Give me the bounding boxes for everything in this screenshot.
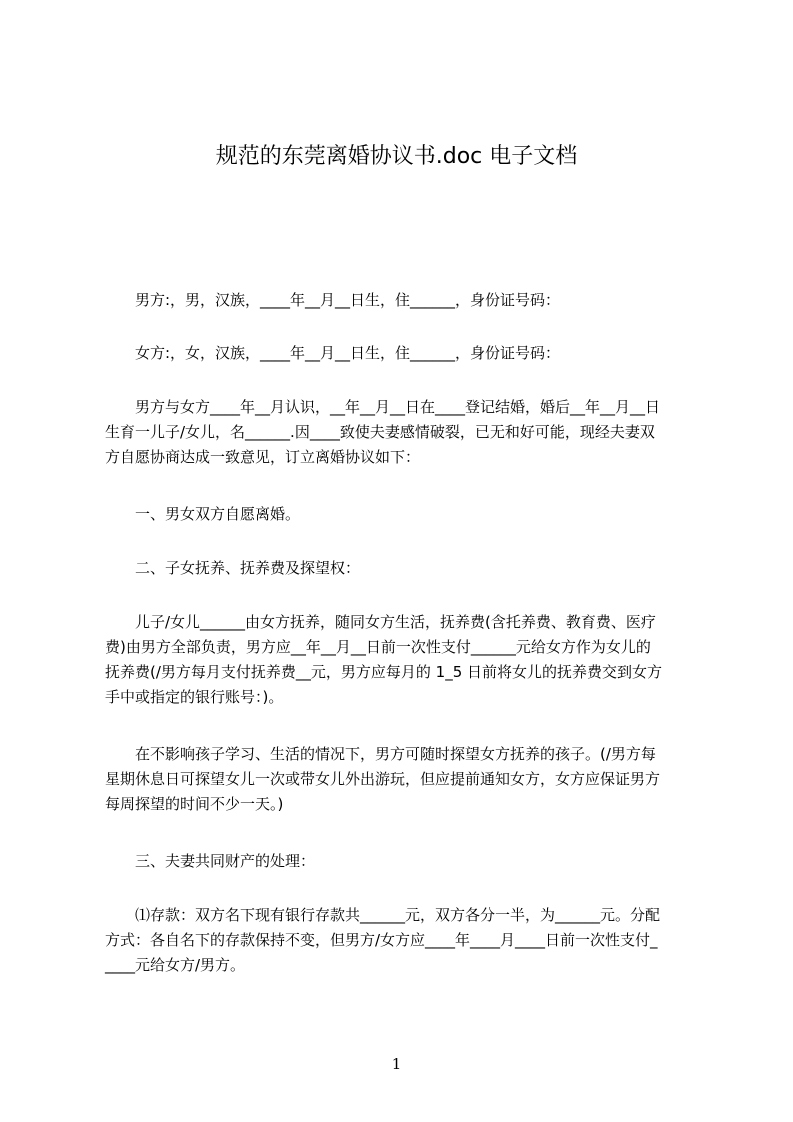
savings-paragraph bbox=[105, 903, 700, 978]
custody-line: 费)由男方全部负责，男方应__年__月__日前一次性支付______元给女方作为女儿的 bbox=[105, 638, 651, 656]
visitation-paragraph bbox=[105, 742, 700, 817]
custody-line: 手中或指定的银行账号：)。 bbox=[105, 688, 284, 706]
custody-line: 儿子/女儿______由女方抚养，随同女方生活，抚养费(含托养费、教育费、医疗 bbox=[105, 613, 656, 631]
intro-line: 男方与女方____年__月认识，__年__月__日在____登记结婚，婚后__年__月__日 bbox=[105, 398, 661, 416]
intro-line: 方自愿协商达成一致意见，订立离婚协议如下： bbox=[105, 448, 421, 466]
savings-line: ____元给女方/男方。 bbox=[105, 956, 246, 974]
section-2-heading: 二、子女抚养、抚养费及探望权： bbox=[105, 559, 361, 577]
custody-line: 抚养费(/男方每月支付抚养费__元，男方应每月的 1_5 日前将女儿的抚养费交到女方 bbox=[105, 663, 663, 681]
section-1-heading: 一、男女双方自愿离婚。 bbox=[105, 505, 301, 523]
visitation-line: 星期休息日可探望女儿一次或带女儿外出游玩，但应提前通知女方，女方应保证男方 bbox=[105, 770, 661, 788]
female-party-paragraph: 女方:，女，汉族，____年__月__日生，住______，身份证号码： bbox=[105, 344, 561, 362]
intro-line: 生育一儿子/女儿，名______.因____致使夫妻感情破裂，已无和好可能，现经夫妻双 bbox=[105, 423, 655, 441]
section-3-heading: 三、夫妻共同财产的处理： bbox=[105, 852, 316, 870]
savings-line: ⑴存款：双方名下现有银行存款共______元，双方各分一半，为______元。分配 bbox=[105, 906, 661, 924]
visitation-line: 在不影响孩子学习、生活的情况下，男方可随时探望女方抚养的孩子。(/男方每 bbox=[105, 745, 656, 763]
visitation-line: 每周探望的时间不少一天。) bbox=[105, 795, 284, 813]
intro-paragraph bbox=[105, 395, 700, 470]
savings-line: 方式：各自名下的存款保持不变，但男方/女方应____年____月____日前一次性支付_ bbox=[105, 931, 658, 949]
document-title: 规范的东莞离婚协议书.doc 电子文档 bbox=[215, 144, 578, 169]
male-party-paragraph: 男方:，男，汉族，____年__月__日生，住______，身份证号码： bbox=[105, 291, 561, 309]
custody-paragraph bbox=[105, 610, 700, 710]
page-number: 1 bbox=[391, 1055, 402, 1073]
